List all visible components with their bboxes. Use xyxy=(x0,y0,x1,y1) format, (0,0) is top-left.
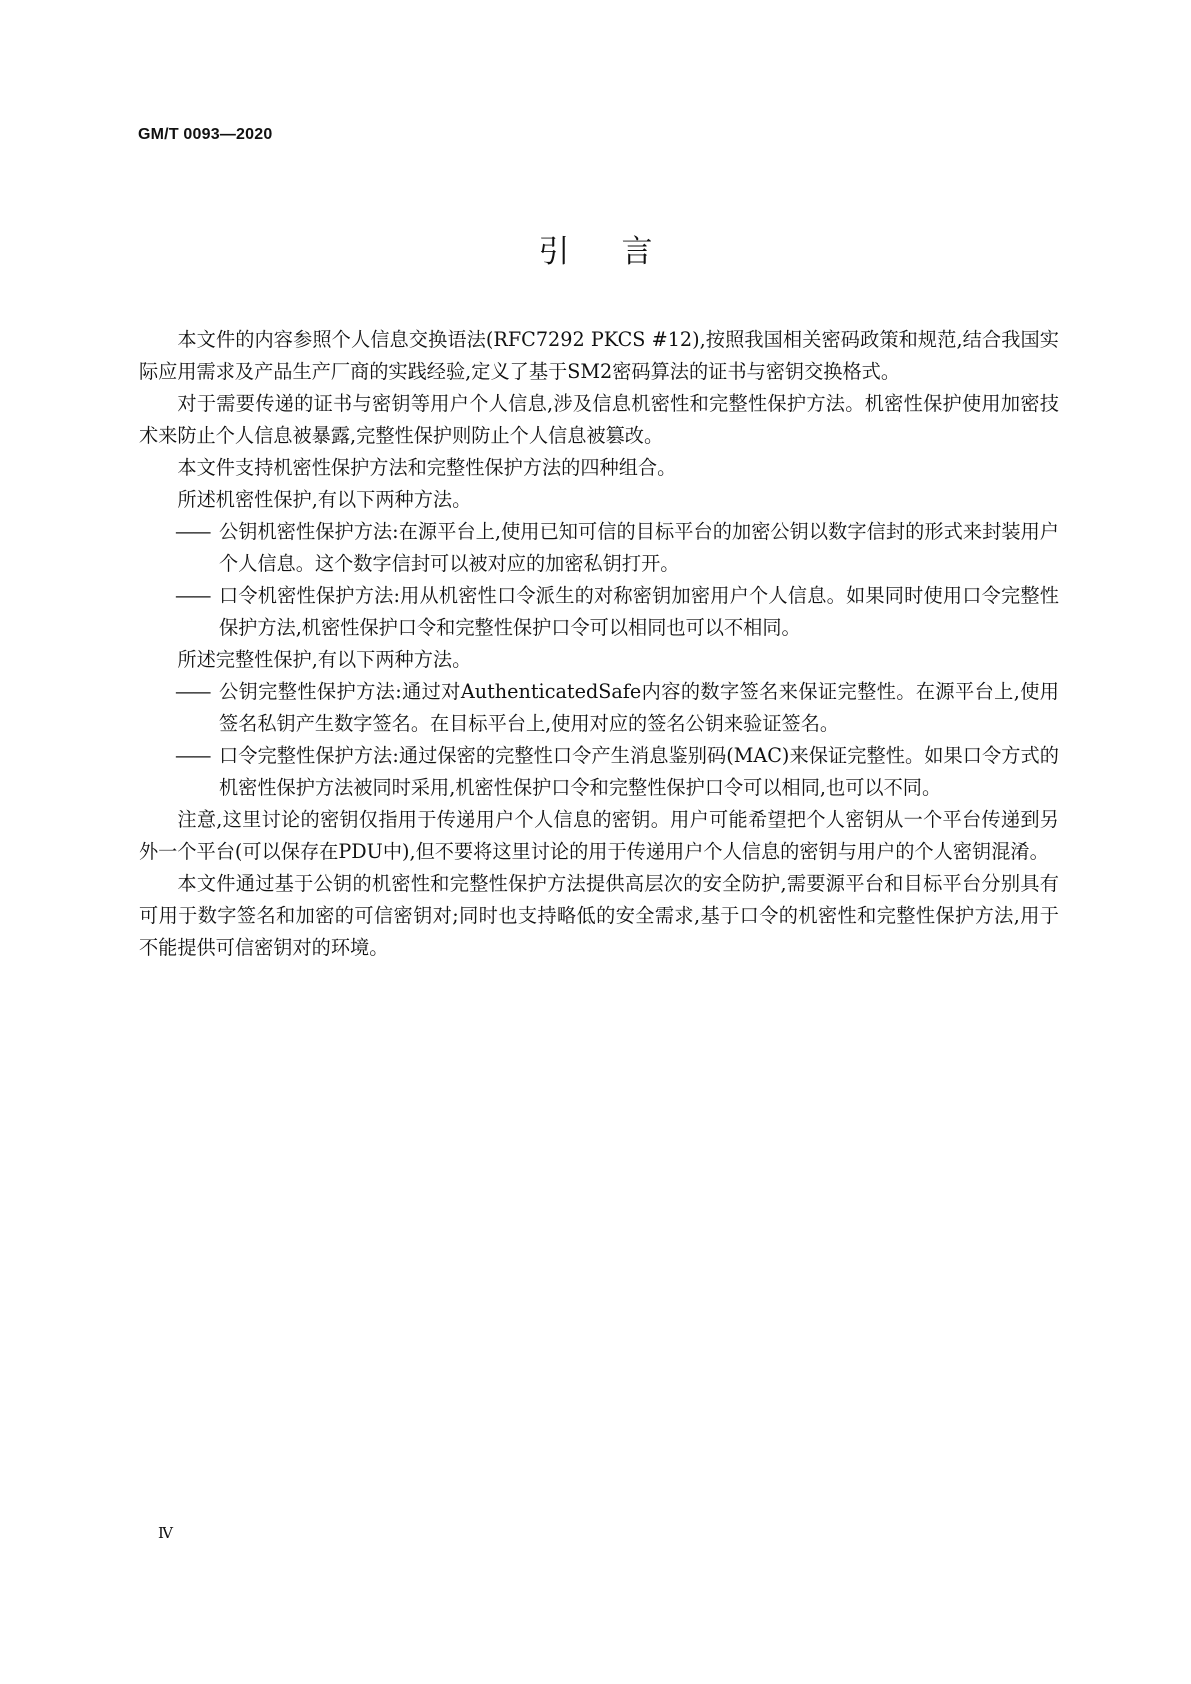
list-dash: —— xyxy=(175,744,210,767)
list-item xyxy=(139,740,1059,804)
paragraph: 所述机密性保护,有以下两种方法。 xyxy=(177,488,472,511)
paragraph: 本文件的内容参照个人信息交换语法(RFC7292 PKCS #12),按照我国相关密码政策和规范,结合我国实际应用需求及产品生产厂商的实践经验,定义了基于SM2密码算法的证书与密钥交换格式。 xyxy=(139,328,1059,383)
page-title: 引言 xyxy=(538,234,705,270)
list-dash: —— xyxy=(175,520,210,543)
list-dash: —— xyxy=(175,680,210,703)
paragraph: 本文件通过基于公钥的机密性和完整性保护方法提供高层次的安全防护,需要源平台和目标平台分别具有可用于数字签名和加密的可信密钥对;同时也支持略低的安全需求,基于口令的机密性和完整性保护方法,用于不能提供可信密钥对的环境。 xyxy=(139,872,1059,959)
list-item-text: 公钥完整性保护方法:通过对AuthenticatedSafe内容的数字签名来保证完整性。在源平台上,使用签名私钥产生数字签名。在目标平台上,使用对应的签名公钥来验证签名。 xyxy=(219,680,1059,735)
list-dash: —— xyxy=(175,584,210,607)
document-body xyxy=(139,324,1059,964)
paragraph: 对于需要传递的证书与密钥等用户个人信息,涉及信息机密性和完整性保护方法。机密性保护使用加密技术来防止个人信息被暴露,完整性保护则防止个人信息被篡改。 xyxy=(139,392,1059,447)
paragraph: 注意,这里讨论的密钥仅指用于传递用户个人信息的密钥。用户可能希望把个人密钥从一个平台传递到另外一个平台(可以保存在PDU中),但不要将这里讨论的用于传递用户个人信息的密钥与用户的个人密钥混淆。 xyxy=(139,808,1059,863)
list-item-text: 口令机密性保护方法:用从机密性口令派生的对称密钥加密用户个人信息。如果同时使用口令完整性保护方法,机密性保护口令和完整性保护口令可以相同也可以不相同。 xyxy=(219,584,1059,639)
list-item xyxy=(139,516,1059,580)
list-item-text: 公钥机密性保护方法:在源平台上,使用已知可信的目标平台的加密公钥以数字信封的形式来封装用户个人信息。这个数字信封可以被对应的加密私钥打开。 xyxy=(219,520,1059,575)
list-item xyxy=(139,676,1059,740)
list-item xyxy=(139,580,1059,644)
page-number: Ⅳ xyxy=(158,1524,173,1542)
paragraph: 本文件支持机密性保护方法和完整性保护方法的四种组合。 xyxy=(177,456,677,479)
standard-code: GM/T 0093—2020 xyxy=(138,126,273,143)
list-item-text: 口令完整性保护方法:通过保密的完整性口令产生消息鉴别码(MAC)来保证完整性。如果口令方式的机密性保护方法被同时采用,机密性保护口令和完整性保护口令可以相同,也可以不同。 xyxy=(219,744,1059,799)
paragraph: 所述完整性保护,有以下两种方法。 xyxy=(177,648,472,671)
